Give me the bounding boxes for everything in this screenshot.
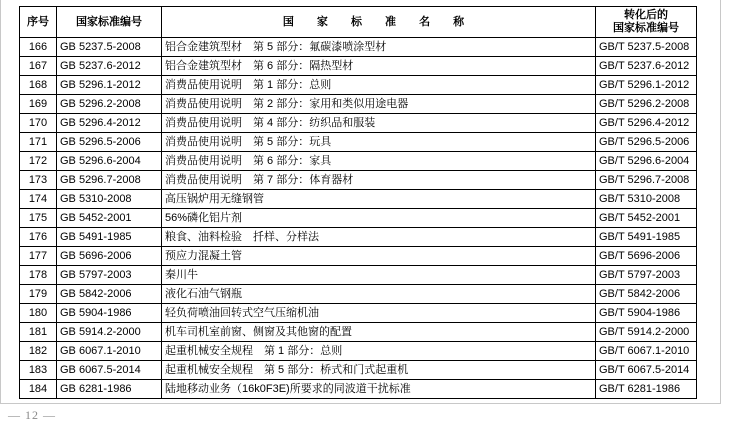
cell-index: 171 (20, 133, 57, 152)
table-row (20, 57, 697, 76)
cell-index: 177 (20, 247, 57, 266)
table-row (20, 114, 697, 133)
cell-index: 181 (20, 323, 57, 342)
cell-index: 166 (20, 38, 57, 57)
table-row (20, 380, 697, 399)
cell-code: GB 5296.1-2012 (57, 76, 162, 95)
table-row (20, 152, 697, 171)
cell-code: GB 6067.5-2014 (57, 361, 162, 380)
cell-code: GB 5914.2-2000 (57, 323, 162, 342)
cell-index: 170 (20, 114, 57, 133)
cell-index: 173 (20, 171, 57, 190)
cell-name: 消费品使用说明 第 6 部分：家具 (162, 152, 596, 171)
cell-new-code: GB/T 6281-1986 (596, 380, 697, 399)
cell-index: 168 (20, 76, 57, 95)
cell-code: GB 5491-1985 (57, 228, 162, 247)
header-new-code-line2: 国家标准编号 (613, 22, 679, 34)
header-name: 国 家 标 准 名 称 (162, 7, 596, 38)
cell-new-code: GB/T 5296.7-2008 (596, 171, 697, 190)
cell-name: 秦川牛 (162, 266, 596, 285)
cell-name: 预应力混凝土管 (162, 247, 596, 266)
cell-index: 184 (20, 380, 57, 399)
cell-name: 起重机械安全规程 第 1 部分：总则 (162, 342, 596, 361)
cell-name: 高压锅炉用无缝钢管 (162, 190, 596, 209)
cell-new-code: GB/T 6067.5-2014 (596, 361, 697, 380)
table-row (20, 266, 697, 285)
header-new-code (596, 7, 697, 38)
cell-new-code: GB/T 5310-2008 (596, 190, 697, 209)
table-row (20, 38, 697, 57)
cell-new-code: GB/T 5797-2003 (596, 266, 697, 285)
cell-code: GB 5296.5-2006 (57, 133, 162, 152)
cell-name: 机车司机室前窗、侧窗及其他窗的配置 (162, 323, 596, 342)
cell-name: 消费品使用说明 第 5 部分：玩具 (162, 133, 596, 152)
cell-index: 180 (20, 304, 57, 323)
standards-table (19, 6, 697, 399)
cell-code: GB 5696-2006 (57, 247, 162, 266)
table-header-row (20, 7, 697, 38)
cell-index: 182 (20, 342, 57, 361)
cell-new-code: GB/T 6067.1-2010 (596, 342, 697, 361)
cell-code: GB 6067.1-2010 (57, 342, 162, 361)
cell-code: GB 5296.4-2012 (57, 114, 162, 133)
table-body (20, 38, 697, 399)
cell-new-code: GB/T 5452-2001 (596, 209, 697, 228)
cell-new-code: GB/T 5296.2-2008 (596, 95, 697, 114)
page-frame-right (720, 0, 721, 404)
cell-code: GB 5310-2008 (57, 190, 162, 209)
table-row (20, 361, 697, 380)
table-row (20, 285, 697, 304)
cell-name: 消费品使用说明 第 4 部分：纺织品和服装 (162, 114, 596, 133)
cell-new-code: GB/T 5296.5-2006 (596, 133, 697, 152)
cell-name: 轻负荷喷油回转式空气压缩机油 (162, 304, 596, 323)
cell-code: GB 6281-1986 (57, 380, 162, 399)
cell-new-code: GB/T 5237.6-2012 (596, 57, 697, 76)
cell-name: 铝合金建筑型材 第 5 部分：氟碳漆喷涂型材 (162, 38, 596, 57)
page-frame-bottom (0, 403, 721, 404)
cell-code: GB 5237.5-2008 (57, 38, 162, 57)
cell-new-code: GB/T 5296.6-2004 (596, 152, 697, 171)
cell-name: 粮食、油料检验 扦样、分样法 (162, 228, 596, 247)
cell-name: 消费品使用说明 第 2 部分：家用和类似用途电器 (162, 95, 596, 114)
table-row (20, 304, 697, 323)
cell-index: 176 (20, 228, 57, 247)
cell-code: GB 5296.6-2004 (57, 152, 162, 171)
cell-code: GB 5296.2-2008 (57, 95, 162, 114)
cell-index: 167 (20, 57, 57, 76)
cell-new-code: GB/T 5296.4-2012 (596, 114, 697, 133)
cell-index: 172 (20, 152, 57, 171)
header-code: 国家标准编号 (57, 7, 162, 38)
cell-name: 消费品使用说明 第 7 部分：体育器材 (162, 171, 596, 190)
cell-new-code: GB/T 5491-1985 (596, 228, 697, 247)
cell-code: GB 5237.6-2012 (57, 57, 162, 76)
cell-new-code: GB/T 5296.1-2012 (596, 76, 697, 95)
cell-name: 56%磷化铝片剂 (162, 209, 596, 228)
cell-index: 174 (20, 190, 57, 209)
cell-new-code: GB/T 5842-2006 (596, 285, 697, 304)
cell-index: 183 (20, 361, 57, 380)
cell-name: 起重机械安全规程 第 5 部分：桥式和门式起重机 (162, 361, 596, 380)
cell-new-code: GB/T 5904-1986 (596, 304, 697, 323)
page-number: — 12 — (8, 408, 56, 422)
table-row (20, 228, 697, 247)
header-new-code-line1: 转化后的 (624, 9, 668, 21)
table-row (20, 209, 697, 228)
cell-name: 陆地移动业务（16k0F3E)所要求的同波道干扰标准 (162, 380, 596, 399)
cell-name: 铝合金建筑型材 第 6 部分：隔热型材 (162, 57, 596, 76)
table-row (20, 247, 697, 266)
table-row (20, 133, 697, 152)
cell-new-code: GB/T 5914.2-2000 (596, 323, 697, 342)
cell-code: GB 5904-1986 (57, 304, 162, 323)
cell-name: 液化石油气钢瓶 (162, 285, 596, 304)
cell-index: 169 (20, 95, 57, 114)
page-frame-left (0, 0, 1, 404)
cell-name: 消费品使用说明 第 1 部分：总则 (162, 76, 596, 95)
cell-index: 178 (20, 266, 57, 285)
cell-code: GB 5797-2003 (57, 266, 162, 285)
cell-new-code: GB/T 5237.5-2008 (596, 38, 697, 57)
cell-index: 175 (20, 209, 57, 228)
table-row (20, 95, 697, 114)
header-index: 序号 (20, 7, 57, 38)
table-row (20, 323, 697, 342)
table-row (20, 76, 697, 95)
table-row (20, 342, 697, 361)
cell-code: GB 5452-2001 (57, 209, 162, 228)
cell-code: GB 5842-2006 (57, 285, 162, 304)
cell-new-code: GB/T 5696-2006 (596, 247, 697, 266)
table-row (20, 171, 697, 190)
table-row (20, 190, 697, 209)
cell-index: 179 (20, 285, 57, 304)
cell-code: GB 5296.7-2008 (57, 171, 162, 190)
